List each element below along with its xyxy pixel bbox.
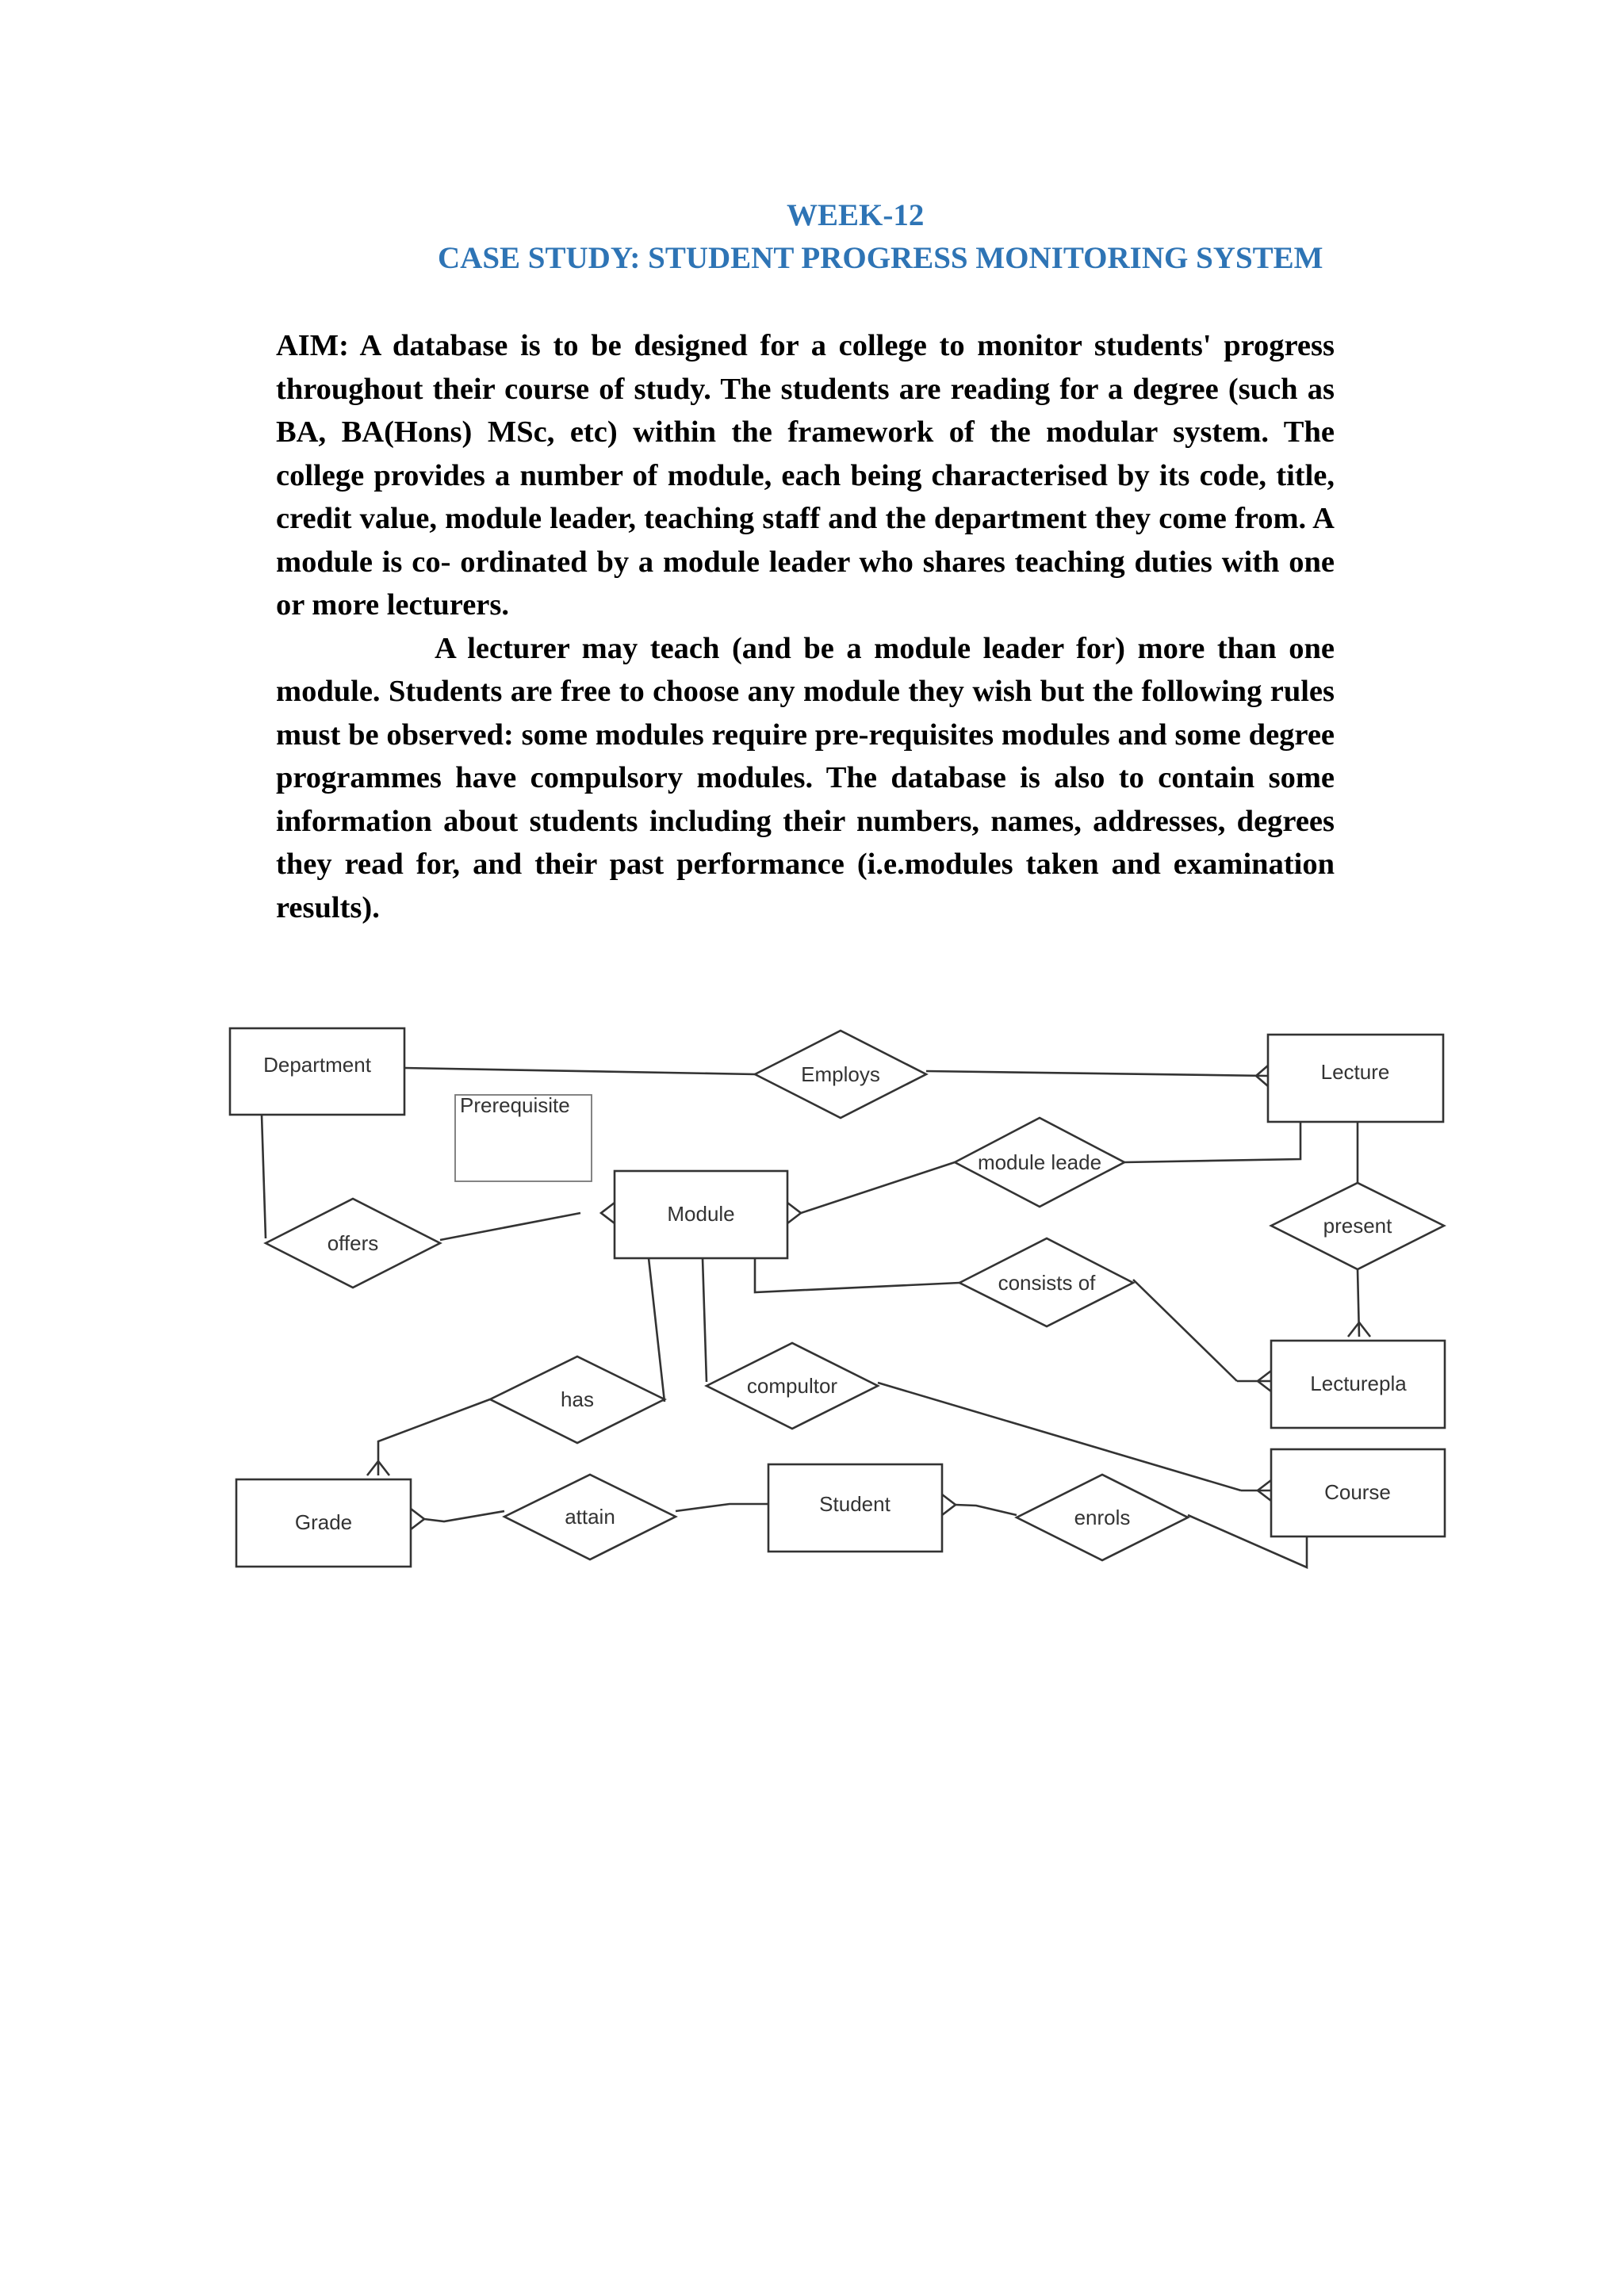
- label-lecturepla: Lecturepla: [1310, 1372, 1407, 1395]
- label-module: Module: [667, 1202, 735, 1226]
- case-study-title: CASE STUDY: STUDENT PROGRESS MONITORING SYSTEM: [438, 241, 1323, 275]
- label-department: Department: [263, 1053, 371, 1077]
- label-attain: attain: [565, 1505, 615, 1529]
- label-compultor: compultor: [746, 1374, 838, 1398]
- label-course: Course: [1324, 1480, 1391, 1504]
- line-module-consists: [755, 1258, 959, 1292]
- label-consists-of: consists of: [998, 1271, 1096, 1295]
- crowfoot-grade-attain: [411, 1509, 424, 1529]
- lecturer-paragraph: A lecturer may teach (and be a module leader for) more than one module. Students are free to choose any module they wish but the following rules must be observed: some modules require pre-requisites modules and some degree programmes have compulsory modules. The database is also to contain some information about students including their numbers, names, addresses, degrees they read for, and their past performance (i.e.modules taken and examination results).: [276, 631, 1335, 924]
- label-has: has: [561, 1387, 594, 1411]
- aim-paragraph: AIM: A database is to be designed for a college to monitor students' progress throughout their course of study. The students are reading for a degree (such as BA, BA(Hons) MSc, etc) within the framework of the modular system. The college provides a number of module, each being characterised by its code, title, credit value, module leader, teaching staff and the department they come from. A module is co- ordinated by a module leader who shares teaching duties with one or more lecturers.: [276, 329, 1335, 622]
- label-offers: offers: [327, 1231, 379, 1255]
- label-prerequisite: Prerequisite: [460, 1093, 570, 1117]
- line-module-leade: [801, 1162, 955, 1213]
- label-student: Student: [819, 1492, 891, 1516]
- line-offers-module: [440, 1213, 580, 1240]
- line-student-enrols: [956, 1505, 1017, 1515]
- label-lecture: Lecture: [1320, 1060, 1390, 1084]
- line-has-grade: [378, 1399, 490, 1475]
- line-present-lecturepla: [1358, 1269, 1359, 1337]
- crowfoot-student-enrols: [942, 1494, 956, 1515]
- line-module-compultor: [703, 1258, 707, 1382]
- crowfoot-module-leade: [787, 1203, 801, 1223]
- label-grade: Grade: [294, 1510, 353, 1534]
- line-leade-lecture: [1124, 1123, 1300, 1162]
- label-module-leade: module leade: [977, 1150, 1102, 1174]
- line-department-employs: [404, 1068, 755, 1074]
- label-enrols: enrols: [1074, 1506, 1131, 1529]
- line-attain-student: [676, 1504, 768, 1511]
- label-present: present: [1323, 1214, 1392, 1238]
- week-title: WEEK-12: [787, 198, 925, 232]
- line-module-has: [649, 1258, 665, 1402]
- label-employs: Employs: [801, 1062, 880, 1086]
- line-consists-lecturepla: [1133, 1280, 1237, 1381]
- line-employs-lecture: [926, 1071, 1268, 1076]
- crowfoot-module-offers: [601, 1203, 615, 1223]
- line-department-offers: [262, 1115, 266, 1238]
- labels: [263, 1053, 1407, 1534]
- line-grade-attain: [424, 1511, 504, 1521]
